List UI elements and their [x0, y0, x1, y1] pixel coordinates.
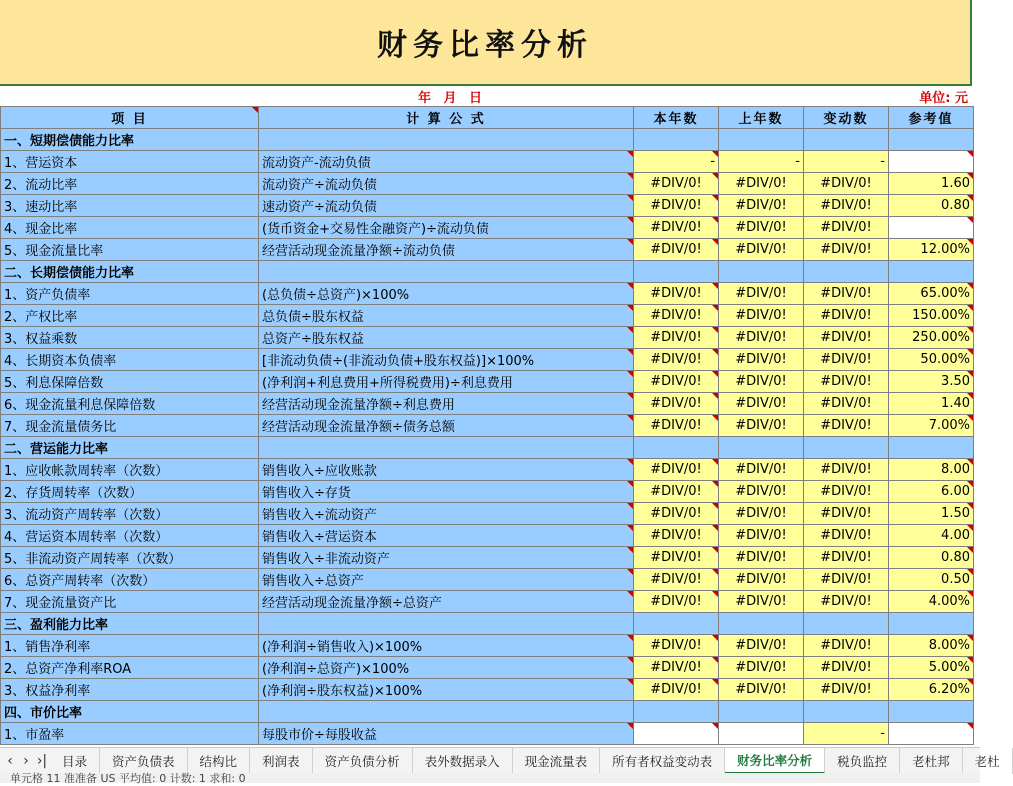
- table-cell[interactable]: [634, 261, 719, 283]
- current-year-cell[interactable]: #DIV/0!: [634, 217, 719, 239]
- current-year-cell[interactable]: #DIV/0!: [634, 327, 719, 349]
- sheet-tab[interactable]: 所有者权益变动表: [600, 748, 725, 774]
- item-name-cell[interactable]: 3、权益乘数: [1, 327, 259, 349]
- current-year-cell[interactable]: #DIV/0!: [634, 349, 719, 371]
- formula-cell[interactable]: (净利润÷销售收入)×100%: [259, 635, 634, 657]
- item-name-cell[interactable]: 2、产权比率: [1, 305, 259, 327]
- reference-cell[interactable]: 5.00%: [889, 657, 974, 679]
- reference-cell[interactable]: 150.00%: [889, 305, 974, 327]
- table-row: [1, 591, 974, 613]
- sheet-tab[interactable]: 目录: [50, 748, 100, 774]
- formula-cell[interactable]: 经营活动现金流量净额÷流动负债: [259, 239, 634, 261]
- table-cell[interactable]: [889, 261, 974, 283]
- table-row: [1, 283, 974, 305]
- reference-cell[interactable]: 12.00%: [889, 239, 974, 261]
- change-cell[interactable]: #DIV/0!: [804, 679, 889, 701]
- sheet-tab[interactable]: 现金流量表: [513, 748, 601, 774]
- formula-cell[interactable]: 经营活动现金流量净额÷总资产: [259, 591, 634, 613]
- current-year-cell[interactable]: #DIV/0!: [634, 415, 719, 437]
- previous-year-cell[interactable]: #DIV/0!: [719, 569, 804, 591]
- table-cell[interactable]: [634, 613, 719, 635]
- table-cell[interactable]: [259, 437, 634, 459]
- item-name-cell[interactable]: 1、市盈率: [1, 723, 259, 745]
- item-name-cell[interactable]: 7、现金流量资产比: [1, 591, 259, 613]
- table-cell[interactable]: [719, 261, 804, 283]
- reference-cell[interactable]: 50.00%: [889, 349, 974, 371]
- change-cell[interactable]: #DIV/0!: [804, 657, 889, 679]
- change-cell[interactable]: #DIV/0!: [804, 459, 889, 481]
- item-name-cell[interactable]: 2、流动比率: [1, 173, 259, 195]
- change-cell[interactable]: #DIV/0!: [804, 173, 889, 195]
- section-title[interactable]: 二、长期偿债能力比率: [1, 261, 259, 283]
- change-cell[interactable]: #DIV/0!: [804, 525, 889, 547]
- next-sheet-icon[interactable]: ›: [23, 752, 29, 769]
- reference-cell[interactable]: 1.50: [889, 503, 974, 525]
- table-cell[interactable]: [889, 437, 974, 459]
- sheet-nav: [0, 753, 50, 769]
- table-cell[interactable]: [804, 129, 889, 151]
- table-cell[interactable]: [889, 129, 974, 151]
- table-cell[interactable]: [634, 701, 719, 723]
- table-cell[interactable]: [719, 129, 804, 151]
- previous-year-cell[interactable]: #DIV/0!: [719, 547, 804, 569]
- previous-year-cell[interactable]: #DIV/0!: [719, 459, 804, 481]
- table-row: [1, 547, 974, 569]
- last-sheet-icon[interactable]: ›|: [36, 752, 48, 769]
- table-row: [1, 679, 974, 701]
- current-year-cell[interactable]: [634, 723, 719, 745]
- previous-year-cell[interactable]: #DIV/0!: [719, 393, 804, 415]
- current-year-cell[interactable]: #DIV/0!: [634, 569, 719, 591]
- table-row: [1, 503, 974, 525]
- table-row: [1, 415, 974, 437]
- header-current-year[interactable]: 本年数: [634, 107, 719, 129]
- item-name-cell[interactable]: 1、应收帐款周转率（次数）: [1, 459, 259, 481]
- reference-cell[interactable]: 8.00%: [889, 635, 974, 657]
- current-year-cell[interactable]: #DIV/0!: [634, 481, 719, 503]
- status-text: 单元格 11 准准备 US 平均值: 0 计数: 1 求和: 0: [10, 772, 246, 785]
- change-cell[interactable]: #DIV/0!: [804, 569, 889, 591]
- formula-cell[interactable]: (净利润+利息费用+所得税费用)÷利息费用: [259, 371, 634, 393]
- previous-year-cell[interactable]: #DIV/0!: [719, 327, 804, 349]
- previous-year-cell[interactable]: #DIV/0!: [719, 283, 804, 305]
- reference-cell[interactable]: [889, 151, 974, 173]
- item-name-cell[interactable]: 1、资产负债率: [1, 283, 259, 305]
- current-year-cell[interactable]: #DIV/0!: [634, 635, 719, 657]
- item-name-cell[interactable]: 3、速动比率: [1, 195, 259, 217]
- item-name-cell[interactable]: 5、现金流量比率: [1, 239, 259, 261]
- item-name-cell[interactable]: 5、非流动资产周转率（次数）: [1, 547, 259, 569]
- reference-cell[interactable]: 0.80: [889, 195, 974, 217]
- formula-cell[interactable]: 经营活动现金流量净额÷债务总额: [259, 415, 634, 437]
- status-bar: [0, 773, 980, 783]
- sheet-tab[interactable]: 结构比: [188, 748, 251, 774]
- formula-cell[interactable]: 总资产÷股东权益: [259, 327, 634, 349]
- change-cell[interactable]: #DIV/0!: [804, 415, 889, 437]
- table-row: [1, 657, 974, 679]
- table-row: [1, 569, 974, 591]
- current-year-cell[interactable]: #DIV/0!: [634, 525, 719, 547]
- item-name-cell[interactable]: 2、总资产净利率ROA: [1, 657, 259, 679]
- table-row: [1, 371, 974, 393]
- item-name-cell[interactable]: 6、现金流量利息保障倍数: [1, 393, 259, 415]
- header-reference[interactable]: 参考值: [889, 107, 974, 129]
- item-name-cell[interactable]: 1、营运资本: [1, 151, 259, 173]
- formula-cell[interactable]: (总负债÷总资产)×100%: [259, 283, 634, 305]
- table-row: [1, 305, 974, 327]
- table-row: [1, 459, 974, 481]
- previous-year-cell[interactable]: #DIV/0!: [719, 305, 804, 327]
- sheet-tab[interactable]: 老杜: [963, 748, 1013, 774]
- reference-cell[interactable]: 250.00%: [889, 327, 974, 349]
- table-header-row: [1, 107, 974, 129]
- table-cell[interactable]: [719, 701, 804, 723]
- formula-cell[interactable]: 速动资产÷流动负债: [259, 195, 634, 217]
- current-year-cell[interactable]: #DIV/0!: [634, 283, 719, 305]
- change-cell[interactable]: #DIV/0!: [804, 283, 889, 305]
- sheet-tab[interactable]: 表外数据录入: [413, 748, 513, 774]
- previous-year-cell[interactable]: #DIV/0!: [719, 503, 804, 525]
- report-title-banner: [0, 0, 972, 86]
- header-previous-year[interactable]: 上年数: [719, 107, 804, 129]
- change-cell[interactable]: #DIV/0!: [804, 217, 889, 239]
- table-cell[interactable]: [804, 613, 889, 635]
- formula-cell[interactable]: 销售收入÷存货: [259, 481, 634, 503]
- table-cell[interactable]: [719, 437, 804, 459]
- section-title[interactable]: 三、盈利能力比率: [1, 613, 259, 635]
- table-row: [1, 481, 974, 503]
- section-title[interactable]: 一、短期偿债能力比率: [1, 129, 259, 151]
- date-label: 年 月 日: [418, 90, 487, 106]
- change-cell[interactable]: #DIV/0!: [804, 239, 889, 261]
- change-cell[interactable]: #DIV/0!: [804, 591, 889, 613]
- reference-cell[interactable]: 6.20%: [889, 679, 974, 701]
- reference-cell[interactable]: 3.50: [889, 371, 974, 393]
- table-cell[interactable]: [259, 261, 634, 283]
- table-cell[interactable]: [259, 613, 634, 635]
- item-name-cell[interactable]: 6、总资产周转率（次数）: [1, 569, 259, 591]
- current-year-cell[interactable]: #DIV/0!: [634, 547, 719, 569]
- formula-cell[interactable]: (货币资金+交易性金融资产)÷流动负债: [259, 217, 634, 239]
- change-cell[interactable]: -: [804, 723, 889, 745]
- change-cell[interactable]: #DIV/0!: [804, 635, 889, 657]
- change-cell[interactable]: #DIV/0!: [804, 481, 889, 503]
- section-row: [1, 437, 974, 459]
- formula-cell[interactable]: 每股市价÷每股收益: [259, 723, 634, 745]
- current-year-cell[interactable]: #DIV/0!: [634, 679, 719, 701]
- previous-year-cell[interactable]: #DIV/0!: [719, 239, 804, 261]
- previous-year-cell[interactable]: #DIV/0!: [719, 525, 804, 547]
- reference-cell[interactable]: 6.00: [889, 481, 974, 503]
- table-row: [1, 635, 974, 657]
- sub-header-row: [0, 86, 972, 106]
- current-year-cell[interactable]: #DIV/0!: [634, 503, 719, 525]
- change-cell[interactable]: #DIV/0!: [804, 503, 889, 525]
- report-title: 财务比率分析: [377, 28, 593, 63]
- table-cell[interactable]: [634, 437, 719, 459]
- reference-cell[interactable]: [889, 723, 974, 745]
- table-row: [1, 173, 974, 195]
- item-name-cell[interactable]: 4、现金比率: [1, 217, 259, 239]
- table-row: [1, 151, 974, 173]
- sheet-tab[interactable]: 老杜邦: [900, 748, 963, 774]
- formula-cell[interactable]: (净利润÷总资产)×100%: [259, 657, 634, 679]
- prev-sheet-icon[interactable]: ‹: [7, 752, 13, 769]
- section-row: [1, 613, 974, 635]
- previous-year-cell[interactable]: #DIV/0!: [719, 173, 804, 195]
- table-cell[interactable]: [259, 129, 634, 151]
- formula-cell[interactable]: 销售收入÷流动资产: [259, 503, 634, 525]
- previous-year-cell[interactable]: -: [719, 151, 804, 173]
- formula-cell[interactable]: [非流动负债÷(非流动负债+股东权益)]×100%: [259, 349, 634, 371]
- reference-cell[interactable]: 7.00%: [889, 415, 974, 437]
- table-row: [1, 327, 974, 349]
- previous-year-cell[interactable]: #DIV/0!: [719, 195, 804, 217]
- section-row: [1, 261, 974, 283]
- previous-year-cell[interactable]: #DIV/0!: [719, 657, 804, 679]
- header-formula[interactable]: 计 算 公 式: [259, 107, 634, 129]
- reference-cell[interactable]: 0.50: [889, 569, 974, 591]
- reference-cell[interactable]: 4.00: [889, 525, 974, 547]
- previous-year-cell[interactable]: #DIV/0!: [719, 415, 804, 437]
- change-cell[interactable]: #DIV/0!: [804, 305, 889, 327]
- unit-label: 单位: 元: [919, 90, 968, 106]
- sheet-tab[interactable]: 利润表: [250, 748, 313, 774]
- previous-year-cell[interactable]: #DIV/0!: [719, 371, 804, 393]
- change-cell[interactable]: #DIV/0!: [804, 393, 889, 415]
- reference-cell[interactable]: [889, 217, 974, 239]
- change-cell[interactable]: #DIV/0!: [804, 327, 889, 349]
- item-name-cell[interactable]: 4、长期资本负债率: [1, 349, 259, 371]
- item-name-cell[interactable]: 7、现金流量债务比: [1, 415, 259, 437]
- formula-cell[interactable]: (净利润÷股东权益)×100%: [259, 679, 634, 701]
- formula-cell[interactable]: 流动资产-流动负债: [259, 151, 634, 173]
- previous-year-cell[interactable]: #DIV/0!: [719, 349, 804, 371]
- current-year-cell[interactable]: #DIV/0!: [634, 393, 719, 415]
- change-cell[interactable]: #DIV/0!: [804, 371, 889, 393]
- header-item[interactable]: 项 目: [1, 107, 259, 129]
- table-row: [1, 195, 974, 217]
- sheet-tab[interactable]: 资产负债分析: [313, 748, 413, 774]
- formula-cell[interactable]: 经营活动现金流量净额÷利息费用: [259, 393, 634, 415]
- change-cell[interactable]: #DIV/0!: [804, 195, 889, 217]
- sheet-tab[interactable]: 税负监控: [825, 748, 900, 774]
- formula-cell[interactable]: 流动资产÷流动负债: [259, 173, 634, 195]
- header-change[interactable]: 变动数: [804, 107, 889, 129]
- formula-cell[interactable]: 销售收入÷非流动资产: [259, 547, 634, 569]
- change-cell[interactable]: -: [804, 151, 889, 173]
- ratio-table: [0, 106, 974, 745]
- reference-cell[interactable]: 1.40: [889, 393, 974, 415]
- table-cell[interactable]: [804, 701, 889, 723]
- formula-cell[interactable]: 总负债÷股东权益: [259, 305, 634, 327]
- current-year-cell[interactable]: -: [634, 151, 719, 173]
- section-title[interactable]: 四、市价比率: [1, 701, 259, 723]
- formula-cell[interactable]: 销售收入÷应收账款: [259, 459, 634, 481]
- item-name-cell[interactable]: 4、营运资本周转率（次数）: [1, 525, 259, 547]
- item-name-cell[interactable]: 3、流动资产周转率（次数）: [1, 503, 259, 525]
- table-row: [1, 393, 974, 415]
- previous-year-cell[interactable]: #DIV/0!: [719, 591, 804, 613]
- table-row: [1, 239, 974, 261]
- sheet-tab[interactable]: 财务比率分析: [725, 748, 825, 774]
- table-cell[interactable]: [889, 613, 974, 635]
- current-year-cell[interactable]: #DIV/0!: [634, 371, 719, 393]
- reference-cell[interactable]: 8.00: [889, 459, 974, 481]
- previous-year-cell[interactable]: #DIV/0!: [719, 481, 804, 503]
- current-year-cell[interactable]: #DIV/0!: [634, 173, 719, 195]
- current-year-cell[interactable]: #DIV/0!: [634, 305, 719, 327]
- reference-cell[interactable]: 65.00%: [889, 283, 974, 305]
- table-row: [1, 723, 974, 745]
- reference-cell[interactable]: 0.80: [889, 547, 974, 569]
- section-row: [1, 701, 974, 723]
- previous-year-cell[interactable]: [719, 723, 804, 745]
- table-cell[interactable]: [889, 701, 974, 723]
- section-row: [1, 129, 974, 151]
- current-year-cell[interactable]: #DIV/0!: [634, 591, 719, 613]
- current-year-cell[interactable]: #DIV/0!: [634, 657, 719, 679]
- section-title[interactable]: 二、营运能力比率: [1, 437, 259, 459]
- previous-year-cell[interactable]: #DIV/0!: [719, 635, 804, 657]
- current-year-cell[interactable]: #DIV/0!: [634, 459, 719, 481]
- reference-cell[interactable]: 1.60: [889, 173, 974, 195]
- current-year-cell[interactable]: #DIV/0!: [634, 239, 719, 261]
- item-name-cell[interactable]: 1、销售净利率: [1, 635, 259, 657]
- item-name-cell[interactable]: 5、利息保障倍数: [1, 371, 259, 393]
- sheet-tab[interactable]: 资产负债表: [100, 748, 188, 774]
- formula-cell[interactable]: 销售收入÷营运资本: [259, 525, 634, 547]
- formula-cell[interactable]: 销售收入÷总资产: [259, 569, 634, 591]
- table-row: [1, 349, 974, 371]
- table-cell[interactable]: [804, 437, 889, 459]
- current-year-cell[interactable]: #DIV/0!: [634, 195, 719, 217]
- item-name-cell[interactable]: 3、权益净利率: [1, 679, 259, 701]
- change-cell[interactable]: #DIV/0!: [804, 349, 889, 371]
- table-cell[interactable]: [804, 261, 889, 283]
- table-row: [1, 525, 974, 547]
- table-cell[interactable]: [634, 129, 719, 151]
- table-cell[interactable]: [259, 701, 634, 723]
- table-cell[interactable]: [719, 613, 804, 635]
- item-name-cell[interactable]: 2、存货周转率（次数）: [1, 481, 259, 503]
- previous-year-cell[interactable]: #DIV/0!: [719, 217, 804, 239]
- previous-year-cell[interactable]: #DIV/0!: [719, 679, 804, 701]
- reference-cell[interactable]: 4.00%: [889, 591, 974, 613]
- table-row: [1, 217, 974, 239]
- change-cell[interactable]: #DIV/0!: [804, 547, 889, 569]
